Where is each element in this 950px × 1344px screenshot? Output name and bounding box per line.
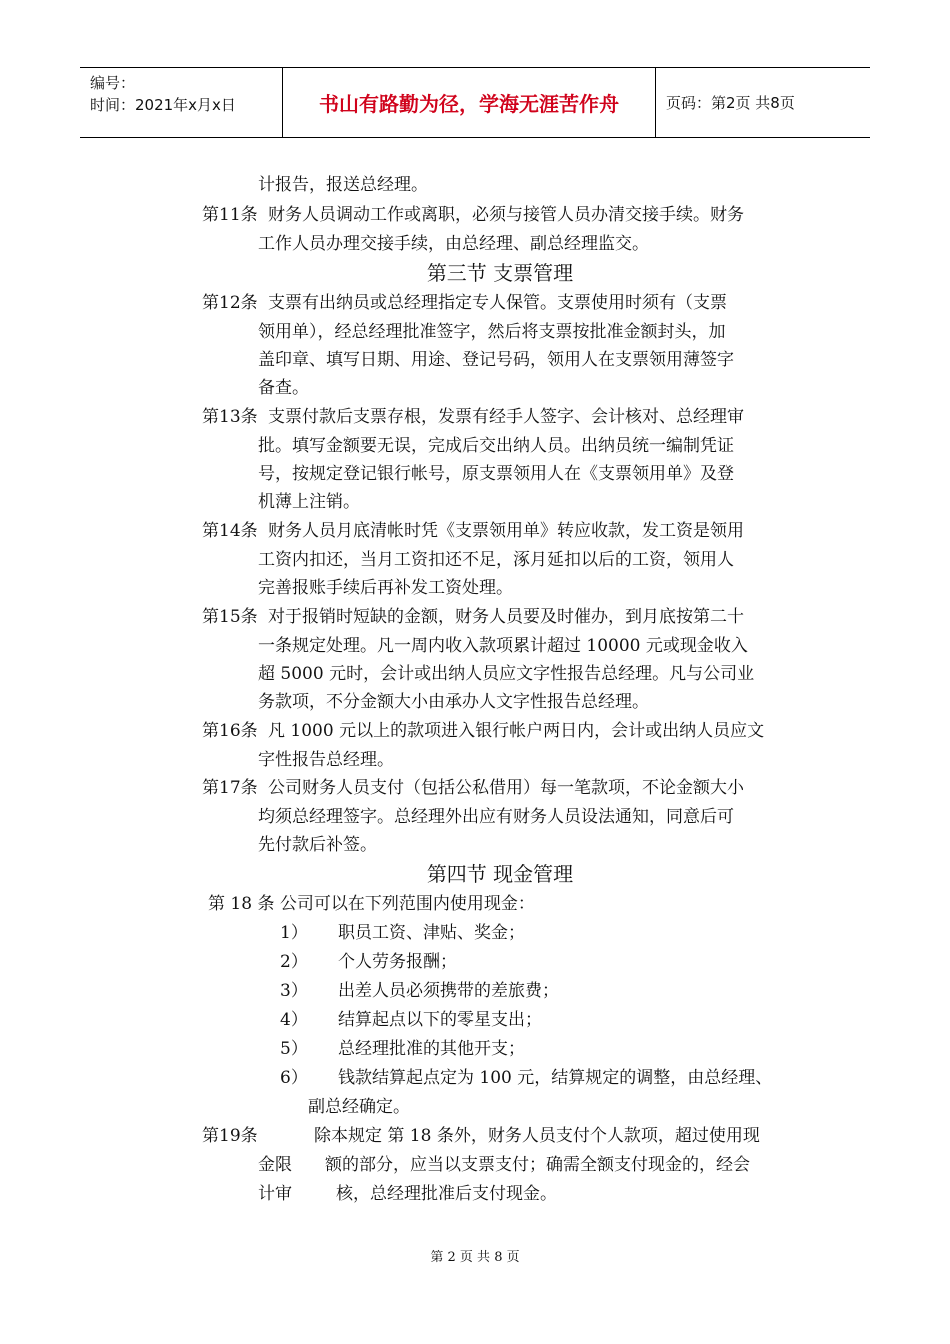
list-item-number: 5）: [280, 1039, 308, 1059]
text-line: 支票付款后支票存根，发票有经手人签字、会计核对、总经理审: [268, 407, 744, 427]
list-item-number: 2）: [280, 952, 308, 972]
article-number: 第12条: [202, 293, 258, 313]
list-item-number: 3）: [280, 981, 308, 1001]
text-line: 字性报告总经理。: [258, 750, 394, 770]
text-line: 备查。: [258, 378, 309, 398]
text-line: 对于报销时短缺的金额，财务人员要及时催办，到月底按第二十: [268, 607, 744, 627]
list-item-number: 6）: [280, 1068, 308, 1088]
text-line: 工作人员办理交接手续，由总经理、副总经理监交。: [258, 234, 649, 254]
list-item: 总经理批准的其他开支；: [338, 1039, 525, 1059]
text-line: 均须总经理签字。总经理外出应有财务人员设法通知，同意后可: [258, 807, 734, 827]
text-line: 公司财务人员支付（包括公私借用）每一笔款项，不论金额大小: [268, 778, 744, 798]
list-item: 个人劳务报酬；: [338, 952, 457, 972]
article-number: 第16条: [202, 721, 258, 741]
article-number: 第19条: [202, 1126, 258, 1146]
text-line: 号，按规定登记银行帐号，原支票领用人在《支票领用单》及登: [258, 464, 734, 484]
text-line: 金限: [258, 1155, 292, 1175]
page-footer: 第 2 页 共 8 页: [430, 1250, 520, 1265]
text-line: 批。填写金额要无误，完成后交出纳人员。出纳员统一编制凭证: [258, 436, 734, 456]
text-line: 凡 1000 元以上的款项进入银行帐户两日内，会计或出纳人员应文: [268, 721, 765, 741]
text-line: 完善报账手续后再补发工资处理。: [258, 578, 513, 598]
text-line: 计报告，报送总经理。: [258, 175, 428, 195]
text-line: 机薄上注销。: [258, 492, 360, 512]
text-line: 一条规定处理。凡一周内收入款项累计超过 10000 元或现金收入: [258, 636, 748, 656]
list-item: 结算起点以下的零星支出；: [338, 1010, 542, 1030]
text-line: 务款项，不分金额大小由承办人文字性报告总经理。: [258, 692, 649, 712]
text-line: 财务人员调动工作或离职，必须与接管人员办清交接手续。财务: [268, 205, 744, 225]
text-line: 盖印章、填写日期、用途、登记号码，领用人在支票领用薄签字: [258, 350, 734, 370]
text-line: 先付款后补签。: [258, 835, 377, 855]
text-line: 除本规定 第 18 条外，财务人员支付个人款项，超过使用现: [314, 1126, 760, 1146]
text-line: 额的部分，应当以支票支付；确需全额支付现金的，经会: [325, 1155, 750, 1175]
article-number: 第15条: [202, 607, 258, 627]
article-line: 第 18 条 公司可以在下列范围内使用现金：: [208, 894, 535, 914]
list-item-number: 1）: [280, 923, 308, 943]
list-item: 出差人员必须携带的差旅费；: [338, 981, 559, 1001]
list-item: 钱款结算起点定为 100 元，结算规定的调整，由总经理、: [338, 1068, 773, 1088]
text-line: 核，总经理批准后支付现金。: [336, 1184, 557, 1204]
header-time-label: 时间：2021年x月x日: [90, 96, 236, 114]
section-heading: 第四节 现金管理: [426, 862, 574, 886]
text-line: 领用单），经总经理批准签字，然后将支票按批准金额封头，加: [258, 322, 726, 342]
header-meta: [80, 68, 283, 137]
text-line: 工资内扣还，当月工资扣还不足，涿月延扣以后的工资，领用人: [258, 550, 734, 570]
section-heading: 第三节 支票管理: [426, 261, 574, 285]
list-item: 职员工资、津贴、奖金；: [338, 923, 525, 943]
list-item-number: 4）: [280, 1010, 308, 1030]
text-line: 支票有出纳员或总经理指定专人保管。支票使用时须有（支票: [268, 293, 727, 313]
text-line: 超 5000 元时，会计或出纳人员应文字性报告总经理。凡与公司业: [258, 664, 755, 684]
article-number: 第17条: [202, 778, 258, 798]
page-header: [80, 67, 870, 138]
header-motto: 书山有路勤为径，学海无涯苦作舟: [283, 68, 656, 137]
article-number: 第11条: [202, 205, 258, 225]
text-line: 计审: [258, 1184, 292, 1204]
article-number: 第13条: [202, 407, 258, 427]
article-number: 第14条: [202, 521, 258, 541]
text-line: 副总经确定。: [308, 1097, 410, 1117]
text-line: 财务人员月底清帐时凭《支票领用单》转应收款，发工资是领用: [268, 521, 744, 541]
header-number-label: 编号：: [90, 74, 136, 92]
header-page-info: 页码：第2页 共8页: [666, 94, 795, 112]
